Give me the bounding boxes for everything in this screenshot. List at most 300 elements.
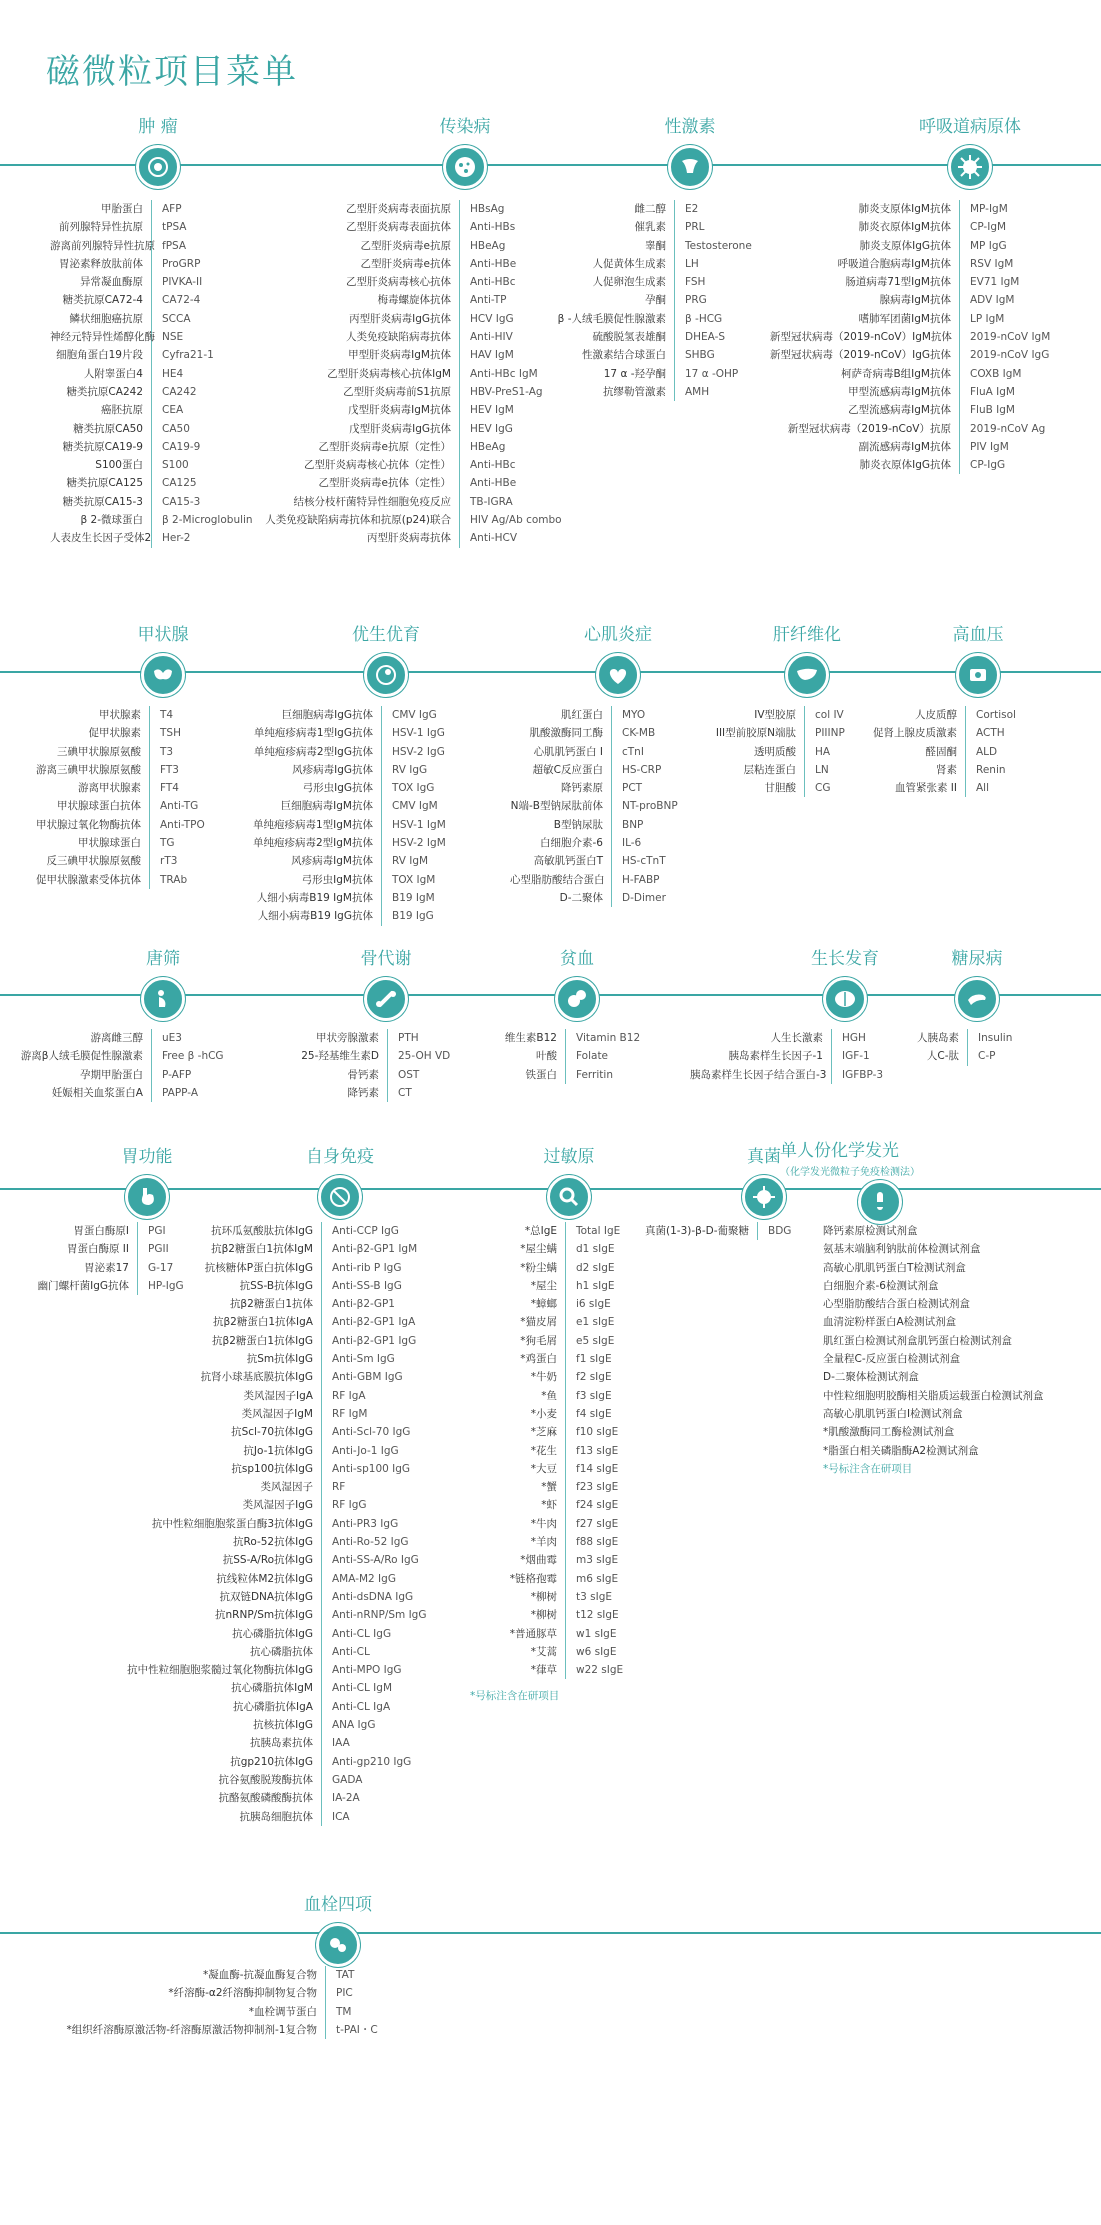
table-row: [20, 1066, 242, 1084]
table-row: [30, 797, 240, 815]
item-code: Anti-TPO: [160, 818, 205, 831]
table-row: [110, 1515, 442, 1533]
item-name: 乙型肝炎病毒e抗原: [260, 237, 460, 255]
bone-icon: [364, 977, 408, 1021]
table-row: [510, 797, 702, 815]
table-resp: [770, 200, 1060, 474]
table-row: [770, 420, 1060, 438]
item-code: TSH: [160, 727, 181, 740]
table-row: [110, 1222, 442, 1240]
item-name: 癌胚抗原: [50, 401, 152, 419]
item-code: PAPP-A: [162, 1086, 199, 1099]
table-row: [470, 1625, 656, 1643]
item-name: 铁蛋白: [480, 1066, 566, 1084]
item-name: 人类免疫缺陷病毒抗体: [260, 328, 460, 346]
table-row: [110, 1313, 442, 1331]
table-row: [240, 816, 472, 834]
item-name: *链格孢霉: [470, 1570, 566, 1588]
item-name: 人皮质醇: [870, 706, 966, 724]
table-row: [110, 1679, 442, 1697]
item-code: IGFBP-3: [842, 1068, 884, 1081]
section-bone: [286, 944, 486, 1021]
section-label: 过敏原: [543, 1147, 595, 1167]
section-resp: [870, 112, 1070, 189]
table-row: [30, 2021, 416, 2039]
item-name: 类风湿因子IgG: [110, 1496, 322, 1514]
item-name: 甲状腺过氧化物酶抗体: [30, 816, 150, 834]
table-row: [470, 1460, 656, 1478]
table-row: [770, 346, 1060, 364]
item-code: MP-IgM: [970, 203, 1008, 215]
section-label: 贫血: [560, 949, 594, 969]
item-code: LP IgM: [970, 312, 1005, 325]
section-label: 肿 瘤: [138, 117, 178, 137]
item-name: 抗环瓜氨酸肽抗体IgG: [110, 1222, 322, 1240]
table-row: [470, 1240, 656, 1258]
item-name: 乙型肝炎病毒核心抗体IgM: [260, 365, 460, 383]
item-name: 抗线粒体M2抗体IgG: [110, 1570, 322, 1588]
item-code: Anti-gp210 IgG: [332, 1755, 412, 1768]
table-row: [555, 273, 765, 291]
item-name: 单纯疱疹病毒1型IgG抗体: [240, 724, 382, 742]
item-code: EV71 IgM: [970, 276, 1020, 289]
item-name: 游离甲状腺素: [30, 779, 150, 797]
item-code: B19 IgG: [392, 910, 434, 923]
pancreas-icon: [955, 977, 999, 1021]
section-autoimmune: [240, 1142, 440, 1219]
brain-icon: [823, 977, 867, 1021]
item-name: *大豆: [470, 1460, 566, 1478]
section-label: 心肌炎症: [584, 625, 652, 645]
table-row: [470, 1368, 656, 1386]
table-growth: [690, 1029, 912, 1084]
item-code: HEV IgG: [470, 422, 513, 435]
item-name: 抗谷氨酸脱羧酶抗体: [110, 1771, 322, 1789]
item-code: m6 sIgE: [576, 1572, 619, 1585]
table-row: [700, 761, 875, 779]
table-row: [240, 797, 472, 815]
table-row: [260, 328, 570, 346]
item-code: 2019-nCoV IgM: [970, 331, 1051, 344]
table-row: [870, 706, 1046, 724]
table-row: [260, 529, 570, 547]
list-item: D-二聚体检测试剂盒: [823, 1371, 919, 1384]
item-name: 抗心磷脂抗体: [110, 1643, 322, 1661]
item-code: COXB IgM: [970, 367, 1022, 380]
section-allergy: [469, 1142, 669, 1219]
table-row: [260, 401, 570, 419]
chemi-list: [823, 1222, 1044, 1460]
item-name: III型前胶原N端肽: [700, 724, 805, 742]
item-name: 透明质酸: [700, 743, 805, 761]
table-row: [110, 1643, 442, 1661]
item-code: CA50: [162, 422, 190, 435]
item-code: MP IgG: [970, 239, 1007, 252]
item-code: PGII: [148, 1243, 169, 1256]
item-code: Free β -hCG: [162, 1050, 224, 1063]
item-name: 游离前列腺特异性抗原: [50, 237, 152, 255]
table-row: [110, 1789, 442, 1807]
item-name: 新型冠状病毒（2019-nCoV）IgG抗体: [770, 346, 960, 364]
item-name: D-二聚体: [510, 889, 612, 907]
table-row: [898, 1047, 1038, 1065]
list-item: 高敏心肌肌钙蛋白T检测试剂盒: [823, 1261, 966, 1274]
item-name: *粉尘螨: [470, 1259, 566, 1277]
item-name: 乙型流感病毒IgM抗体: [770, 401, 960, 419]
item-code: T4: [160, 709, 174, 721]
item-code: Anti-Scl-70 IgG: [332, 1426, 411, 1439]
item-name: 丙型肝炎病毒IgG抗体: [260, 310, 460, 328]
table-row: [260, 456, 570, 474]
table-row: [480, 1047, 656, 1065]
section-label: 高血压: [952, 625, 1004, 645]
section-infect: [365, 112, 565, 189]
table-row: [290, 1047, 478, 1065]
table-row: [50, 346, 262, 364]
section-coag: [238, 1890, 438, 1967]
item-code: T3: [160, 745, 174, 758]
item-code: HP-IgG: [148, 1279, 184, 1292]
item-name: *烟曲霉: [470, 1551, 566, 1569]
blood-pressure-icon: [956, 653, 1000, 697]
item-name: 抗sp100抗体IgG: [110, 1460, 322, 1478]
item-code: CA125: [162, 477, 197, 490]
table-row: [110, 1551, 442, 1569]
table-row: [50, 383, 262, 401]
section-label: 生长发育: [811, 949, 879, 969]
item-name: 人生长激素: [690, 1029, 832, 1047]
item-code: f1 sIgE: [576, 1353, 612, 1366]
pregnancy-icon: [141, 977, 185, 1021]
item-name: 人类免疫缺陷病毒抗体和抗原(p24)联合: [260, 511, 460, 529]
item-name: 反三碘甲状腺原氨酸: [30, 852, 150, 870]
table-row: [110, 1698, 442, 1716]
item-name: *虾: [470, 1496, 566, 1514]
table-row: [30, 852, 240, 870]
item-code: Anti-HBc: [470, 459, 516, 472]
table-row: [110, 1350, 442, 1368]
item-name: 人促黄体生成素: [555, 255, 675, 273]
section-label: 糖尿病: [951, 949, 1003, 969]
item-code: Total IgE: [576, 1225, 621, 1237]
item-code: Cyfra21-1: [162, 349, 214, 362]
table-row: [240, 724, 472, 742]
item-code: Anti-Jo-1 IgG: [332, 1444, 399, 1457]
table-row: [770, 218, 1060, 236]
item-code: f13 sIgE: [576, 1444, 619, 1457]
item-code: Anti-Sm IgG: [332, 1353, 395, 1366]
table-row: [470, 1277, 656, 1295]
item-name: 孕期甲胎蛋白: [20, 1066, 152, 1084]
item-code: f24 sIgE: [576, 1499, 619, 1512]
item-code: RF IgG: [332, 1499, 367, 1512]
item-code: RV IgM: [392, 855, 429, 868]
item-code: IGF-1: [842, 1050, 870, 1063]
baby-icon: [364, 653, 408, 697]
table-row: [770, 438, 1060, 456]
item-name: *小麦: [470, 1405, 566, 1423]
item-code: Anti-sp100 IgG: [332, 1462, 411, 1475]
item-name: *牛奶: [470, 1368, 566, 1386]
table-row: [260, 511, 570, 529]
item-name: 柯萨奇病毒B组IgM抗体: [770, 365, 960, 383]
item-code: HSV-1 IgM: [392, 818, 446, 831]
table-row: [110, 1808, 442, 1826]
table-tumor: [50, 200, 262, 548]
item-code: col IV: [815, 709, 844, 721]
item-code: AMA-M2 IgG: [332, 1572, 396, 1585]
item-code: Vitamin B12: [576, 1032, 641, 1044]
item-code: RV IgG: [392, 763, 428, 776]
item-name: *葎草: [470, 1661, 566, 1679]
item-code: Folate: [576, 1050, 609, 1063]
table-row: [510, 889, 702, 907]
section-diabetes: [877, 944, 1077, 1021]
item-name: 心肌肌钙蛋白 I: [510, 743, 612, 761]
table-row: [640, 1222, 818, 1240]
item-name: 风疹病毒IgM抗体: [240, 852, 382, 870]
item-name: 细胞角蛋白19片段: [50, 346, 152, 364]
table-row: [470, 1551, 656, 1569]
table-row: [30, 706, 240, 724]
item-code: TAT: [336, 1969, 355, 1981]
item-name: 前列腺特异性抗原: [50, 218, 152, 236]
table-row: [50, 328, 262, 346]
table-row: [110, 1277, 442, 1295]
item-code: Anti-CL IgG: [332, 1627, 392, 1640]
item-code: 2019-nCoV IgG: [970, 349, 1050, 362]
item-code: RSV IgM: [970, 257, 1014, 270]
table-row: [110, 1570, 442, 1588]
table-row: [870, 743, 1046, 761]
table-row: [770, 383, 1060, 401]
section-label: 优生优育: [352, 625, 420, 645]
item-name: 抗中性粒细胞胞浆髓过氧化物酶抗体IgG: [110, 1661, 322, 1679]
table-row: [110, 1496, 442, 1514]
table-row: [555, 218, 765, 236]
item-name: 类风湿因子IgM: [110, 1405, 322, 1423]
item-name: 乙型肝炎病毒核心抗体（定性）: [260, 456, 460, 474]
table-row: [555, 200, 765, 218]
item-name: *蟑螂: [470, 1295, 566, 1313]
item-code: ProGRP: [162, 257, 201, 270]
section-cardiac: [518, 620, 718, 697]
item-name: *牛肉: [470, 1515, 566, 1533]
table-row: [470, 1606, 656, 1624]
table-row: [50, 474, 262, 492]
item-name: 抗心磷脂抗体IgM: [110, 1679, 322, 1697]
item-name: *芝麻: [470, 1423, 566, 1441]
item-name: 孕酮: [555, 291, 675, 309]
item-code: PRG: [685, 294, 707, 307]
item-name: 抗SS-A/Ro抗体IgG: [110, 1551, 322, 1569]
table-row: [50, 255, 262, 273]
item-code: HSV-2 IgG: [392, 745, 445, 758]
table-row: [290, 1066, 478, 1084]
item-name: 糖类抗原CA72-4: [50, 291, 152, 309]
table-bp: [870, 706, 1046, 797]
item-code: Anti-SS-B IgG: [332, 1279, 402, 1292]
item-name: *狗毛屑: [470, 1332, 566, 1350]
item-code: LN: [815, 763, 829, 776]
item-code: TM: [336, 2005, 352, 2018]
item-code: f23 sIgE: [576, 1481, 619, 1494]
item-name: 层粘连蛋白: [700, 761, 805, 779]
item-code: Anti-HBs: [470, 221, 516, 234]
table-row: [30, 779, 240, 797]
item-code: IAA: [332, 1737, 350, 1750]
section-label: 真菌: [747, 1147, 781, 1167]
item-name: 人表皮生长因子受体2: [50, 529, 152, 547]
table-row: [260, 493, 570, 511]
item-code: ALD: [976, 745, 998, 758]
item-name: 抗心磷脂抗体IgG: [110, 1625, 322, 1643]
table-row: [110, 1332, 442, 1350]
item-name: 抗β2糖蛋白1抗体: [110, 1295, 322, 1313]
item-name: 人细小病毒B19 IgG抗体: [240, 907, 382, 925]
item-name: 抗核糖体P蛋白抗体IgG: [110, 1259, 322, 1277]
table-row: [110, 1405, 442, 1423]
item-name: 巨细胞病毒IgG抗体: [240, 706, 382, 724]
item-name: 糖类抗原CA19-9: [50, 438, 152, 456]
table-row: [110, 1661, 442, 1679]
item-code: Anti-HIV: [470, 331, 513, 344]
item-code: HGH: [842, 1032, 866, 1044]
item-code: d1 sIgE: [576, 1243, 615, 1256]
stomach-icon: [125, 1175, 169, 1219]
item-name: 肌红蛋白: [510, 706, 612, 724]
table-row: [50, 237, 262, 255]
item-code: Anti-CL IgA: [332, 1700, 391, 1713]
item-code: HSV-2 IgM: [392, 837, 446, 850]
item-name: 单纯疱疹病毒2型IgG抗体: [240, 743, 382, 761]
item-code: w6 sIgE: [576, 1645, 617, 1658]
item-name: 抗gp210抗体IgG: [110, 1753, 322, 1771]
item-name: 睾酮: [555, 237, 675, 255]
item-name: 乙型肝炎病毒e抗原（定性）: [260, 438, 460, 456]
item-code: BDG: [768, 1225, 792, 1237]
item-name: *柳树: [470, 1606, 566, 1624]
section-anemia: [477, 944, 677, 1021]
item-name: 白细胞介素-6: [510, 834, 612, 852]
table-row: [50, 401, 262, 419]
table-row: [510, 816, 702, 834]
item-name: IV型胶原: [700, 706, 805, 724]
table-row: [555, 383, 765, 401]
item-name: 胃蛋白酶原 II: [28, 1240, 138, 1258]
item-code: Anti-TP: [470, 294, 507, 307]
item-name: 甲状腺球蛋白: [30, 834, 150, 852]
item-name: 人C-肽: [898, 1047, 968, 1065]
table-row: [30, 1984, 416, 2002]
item-name: 乙型肝炎病毒核心抗体: [260, 273, 460, 291]
item-name: 雌二醇: [555, 200, 675, 218]
item-code: ICA: [332, 1810, 350, 1823]
item-name: 胰岛素样生长因子-1: [690, 1047, 832, 1065]
item-code: IL-6: [622, 837, 642, 850]
item-name: 真菌(1-3)-β-D-葡聚糖: [640, 1222, 758, 1240]
table-row: [555, 291, 765, 309]
item-name: 肾素: [870, 761, 966, 779]
item-name: 甲状腺素: [30, 706, 150, 724]
item-code: TB-IGRA: [470, 495, 513, 508]
item-code: HCV IgG: [470, 312, 514, 325]
item-name: 乙型肝炎病毒e抗体（定性）: [260, 474, 460, 492]
table-row: [50, 218, 262, 236]
table-row: [240, 743, 472, 761]
item-code: RF IgA: [332, 1389, 366, 1402]
table-row: [260, 218, 570, 236]
section-label: 甲状腺: [137, 625, 189, 645]
table-diabetes: [898, 1029, 1038, 1066]
table-row: [700, 779, 875, 797]
item-code: PCT: [622, 782, 643, 795]
table-row: [700, 743, 875, 761]
item-name: 心型脂肪酸结合蛋白: [510, 871, 612, 889]
item-code: 17 α -OHP: [685, 367, 739, 380]
section-label: 胃功能: [121, 1147, 173, 1167]
item-name: 抗β2糖蛋白1抗体IgM: [110, 1240, 322, 1258]
item-name: 17 α -羟孕酮: [555, 365, 675, 383]
item-code: TRAb: [160, 873, 188, 886]
list-item: 白细胞介素-6检测试剂盒: [823, 1279, 939, 1292]
item-code: Anti-CL: [332, 1645, 370, 1658]
table-row: [50, 310, 262, 328]
item-name: 乙型肝炎病毒e抗体: [260, 255, 460, 273]
section-thyroid: [63, 620, 263, 697]
list-item: 肌红蛋白检测试剂盒肌钙蛋白检测试剂盒: [823, 1334, 1012, 1347]
section-chemi: [780, 1136, 980, 1224]
table-row: [110, 1295, 442, 1313]
table-row: [50, 273, 262, 291]
table-row: [110, 1625, 442, 1643]
item-name: *总IgE: [470, 1222, 566, 1240]
item-name: 肺炎衣原体IgM抗体: [770, 218, 960, 236]
table-row: [30, 743, 240, 761]
item-name: *羊肉: [470, 1533, 566, 1551]
item-code: CA19-9: [162, 440, 201, 453]
table-coag: [30, 1966, 416, 2039]
item-name: 胃蛋白酶原I: [28, 1222, 138, 1240]
table-row: [260, 383, 570, 401]
item-name: *纤溶酶-α2纤溶酶抑制物复合物: [30, 1984, 326, 2002]
item-name: 三碘甲状腺原氨酸: [30, 743, 150, 761]
item-name: 幽门螺杆菌IgG抗体: [28, 1277, 138, 1295]
table-row: [470, 1405, 656, 1423]
item-code: tPSA: [162, 221, 187, 234]
table-row: [110, 1442, 442, 1460]
table-row: [240, 834, 472, 852]
table-row: [470, 1313, 656, 1331]
section-label: 骨代谢: [360, 949, 412, 969]
item-code: Anti-CL IgM: [332, 1682, 393, 1695]
allergy-note: *号标注含在研项目: [470, 1690, 560, 1702]
item-code: Anti-MPO IgG: [332, 1664, 402, 1677]
item-code: Anti-nRNP/Sm IgG: [332, 1609, 427, 1622]
item-name: 抗胰岛细胞抗体: [110, 1808, 322, 1826]
item-code: β 2-Microglobulin: [162, 514, 253, 527]
item-name: 鳞状细胞癌抗原: [50, 310, 152, 328]
item-code: f14 sIgE: [576, 1462, 619, 1475]
table-row: [555, 346, 765, 364]
item-code: DHEA-S: [685, 331, 726, 344]
item-name: 甲型流感病毒IgM抗体: [770, 383, 960, 401]
item-code: rT3: [160, 855, 178, 868]
item-code: d2 sIgE: [576, 1261, 615, 1274]
item-code: E2: [685, 203, 699, 215]
item-code: BNP: [622, 818, 644, 831]
item-code: CT: [398, 1086, 412, 1099]
